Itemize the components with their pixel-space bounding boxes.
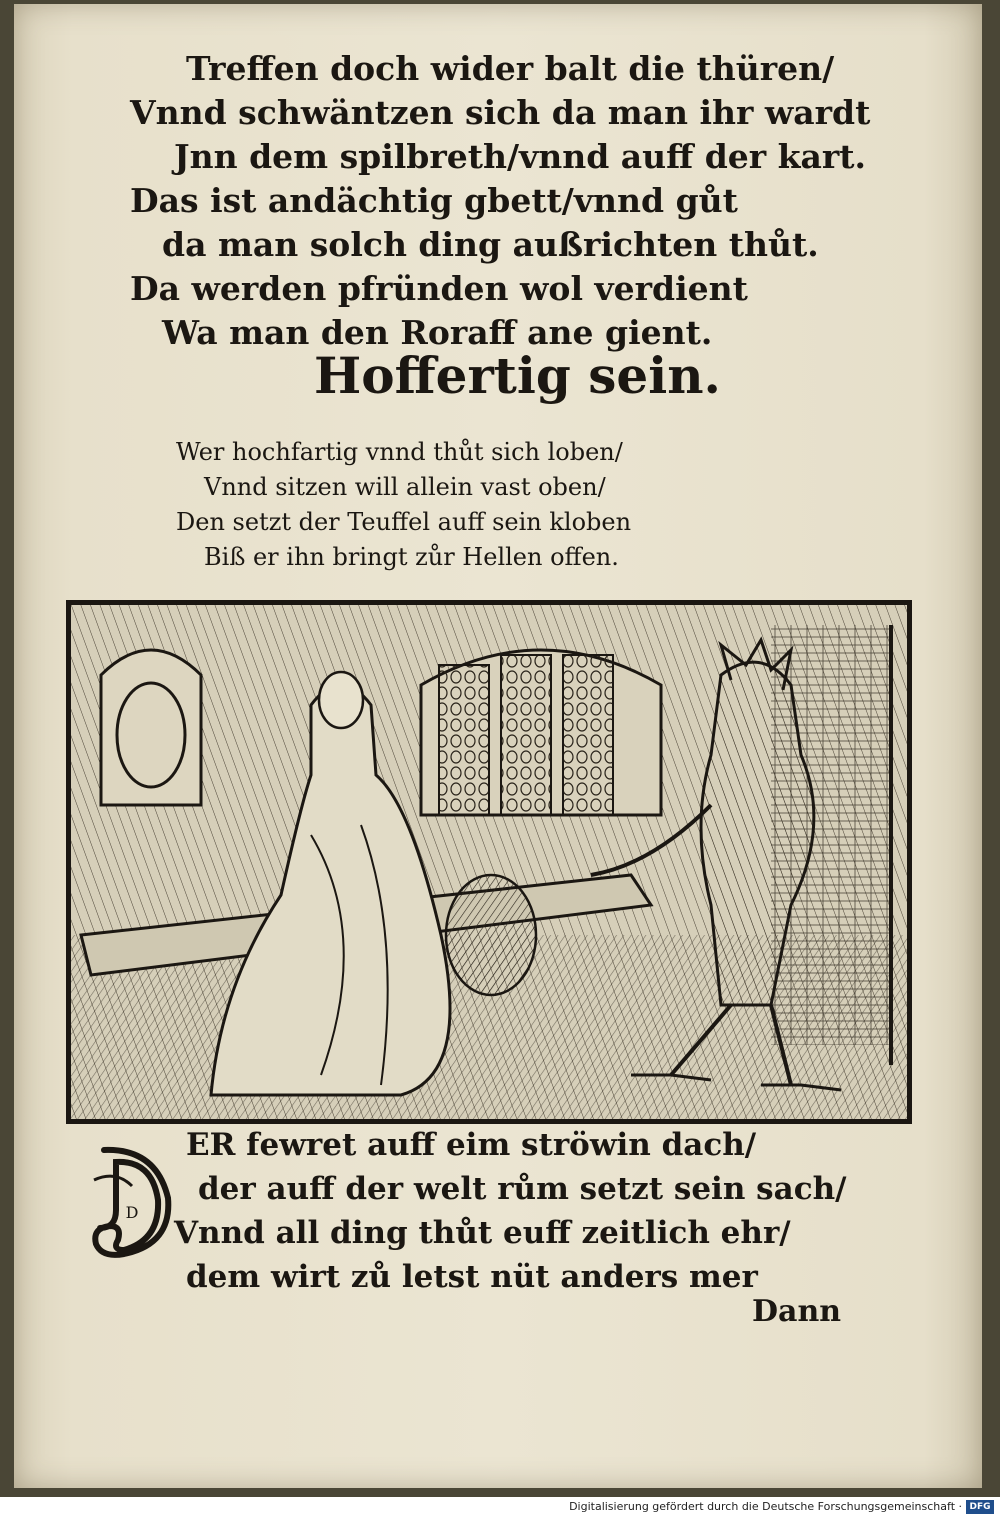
- window-pane: [439, 665, 489, 815]
- window-pane: [501, 655, 551, 815]
- decorated-initial: [86, 1140, 178, 1262]
- verse-line: Vnnd schwäntzen sich da man ihr wardt: [130, 93, 871, 132]
- woodcut-svg: [71, 605, 907, 1119]
- verse-line: Treffen doch wider balt die thüren/: [186, 49, 835, 88]
- verse-line: da man solch ding außrichten thůt.: [162, 225, 819, 264]
- motto-line: Den setzt der Teuffel auff sein kloben: [176, 508, 632, 536]
- verse-line: Da werden pfründen wol verdient: [130, 269, 748, 308]
- verse-line: Jnn dem spilbreth/vnnd auff der kart.: [174, 137, 867, 176]
- verse-line: ER fewret auff eim ströwin dach/: [186, 1127, 757, 1163]
- cushion: [446, 875, 536, 995]
- funding-notice: Digitalisierung gefördert durch die Deutsche Forschungsgemeinschaft ·: [569, 1500, 962, 1513]
- book-page: [14, 4, 982, 1488]
- motto-verse: [176, 440, 631, 580]
- catchword: Dann: [752, 1294, 842, 1329]
- woman-head: [319, 672, 363, 728]
- top-verse: [124, 49, 871, 360]
- dfg-logo: DFG: [966, 1500, 994, 1514]
- motto-line: Vnnd sitzen will allein vast oben/: [204, 473, 606, 501]
- bottom-verse: [174, 1127, 847, 1306]
- verse-line: der auff der welt rům setzt sein sach/: [198, 1171, 847, 1207]
- woodcut-illustration: [66, 600, 912, 1124]
- window-pane: [563, 655, 613, 815]
- section-heading: Hoffertig sein.: [314, 346, 721, 405]
- verse-line: dem wirt zů letst nüt anders mer: [186, 1259, 758, 1295]
- footer-bar: [0, 1497, 1000, 1518]
- motto-line: Biß er ihn bringt zůr Hellen offen.: [204, 543, 619, 571]
- motto-line: Wer hochfartig vnnd thůt sich loben/: [176, 438, 623, 466]
- verse-line: Vnnd all ding thůt euff zeitlich ehr/: [174, 1215, 791, 1251]
- verse-line: Wa man den Roraff ane gient.: [162, 313, 713, 352]
- verse-line: Das ist andächtig gbett/vnnd gůt: [130, 181, 738, 220]
- drop-cap-letter: D: [125, 1203, 139, 1222]
